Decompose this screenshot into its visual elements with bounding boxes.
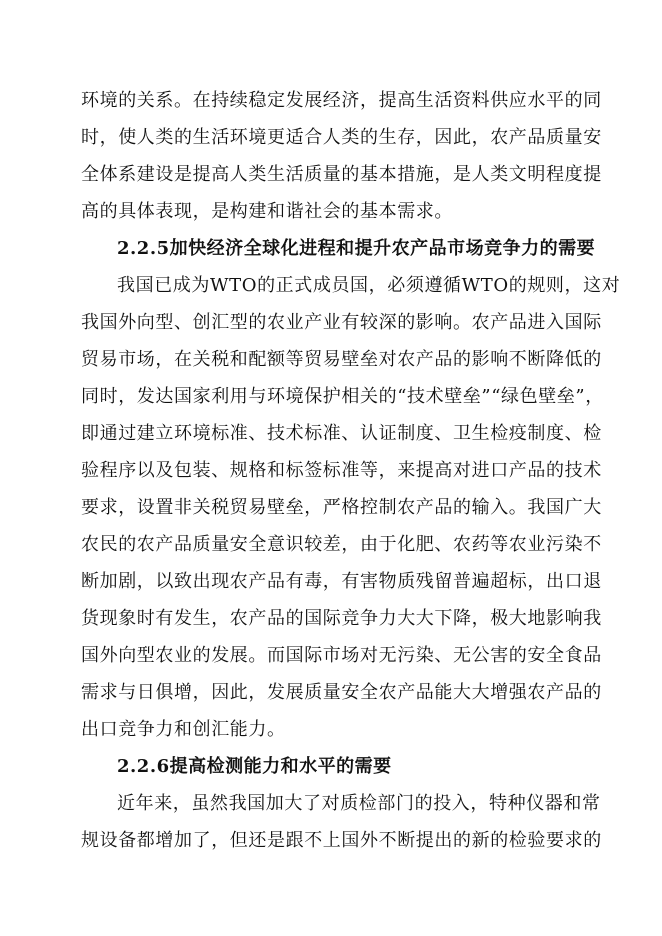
body-text-line: 时，使人类的生活环境更适合人类的生存，因此，农产品质量安 bbox=[81, 127, 602, 148]
body-text-line: 我国外向型、创汇型的农业产业有较深的影响。农产品进入国际 bbox=[81, 312, 602, 333]
body-text-line: 农民的农产品质量安全意识较差，由于化肥、农药等农业污染不 bbox=[81, 534, 602, 555]
body-text-line: 货现象时有发生，农产品的国际竞争力大大下降，极大地影响我 bbox=[81, 608, 602, 629]
body-text-line: 规设备都增加了，但还是跟不上国外不断提出的新的检验要求的 bbox=[81, 830, 602, 851]
body-text-line: 高的具体表现，是构建和谐社会的基本需求。 bbox=[81, 201, 453, 222]
body-text-line: 贸易市场，在关税和配额等贸易壁垒对农产品的影响不断降低的 bbox=[81, 349, 602, 370]
body-text-line: 需求与日俱增，因此，发展质量安全农产品能大大增强农产品的 bbox=[81, 682, 602, 703]
body-text-line: 近年来，虽然我国加大了对质检部门的投入，特种仪器和常 bbox=[117, 793, 601, 814]
section-heading-2-2-6: 2.2.6提高检测能力和水平的需要 bbox=[117, 756, 392, 777]
body-text-line: 全体系建设是提高人类生活质量的基本措施，是人类文明程度提 bbox=[81, 164, 602, 185]
body-text-line: 要求，设置非关税贸易壁垒，严格控制农产品的输入。我国广大 bbox=[81, 497, 602, 518]
body-text-line: 出口竞争力和创汇能力。 bbox=[81, 719, 286, 740]
body-text-line: 同时，发达国家利用与环境保护相关的“技术壁垒”“绿色壁垒”， bbox=[81, 386, 604, 407]
body-text-line: 断加剧，以致出现农产品有毒，有害物质残留普遍超标，出口退 bbox=[81, 571, 602, 592]
body-text-line: 我国已成为WTO的正式成员国，必须遵循WTO的规则，这对 bbox=[117, 275, 621, 296]
body-text-line: 环境的关系。在持续稳定发展经济，提高生活资料供应水平的同 bbox=[81, 90, 602, 111]
body-text-line: 即通过建立环境标准、技术标准、认证制度、卫生检疫制度、检 bbox=[81, 423, 602, 444]
body-text-line: 验程序以及包装、规格和标签标准等，来提高对进口产品的技术 bbox=[81, 460, 602, 481]
section-heading-2-2-5: 2.2.5加快经济全球化进程和提升农产品市场竞争力的需要 bbox=[117, 238, 596, 259]
body-text-line: 国外向型农业的发展。而国际市场对无污染、无公害的安全食品 bbox=[81, 645, 602, 666]
